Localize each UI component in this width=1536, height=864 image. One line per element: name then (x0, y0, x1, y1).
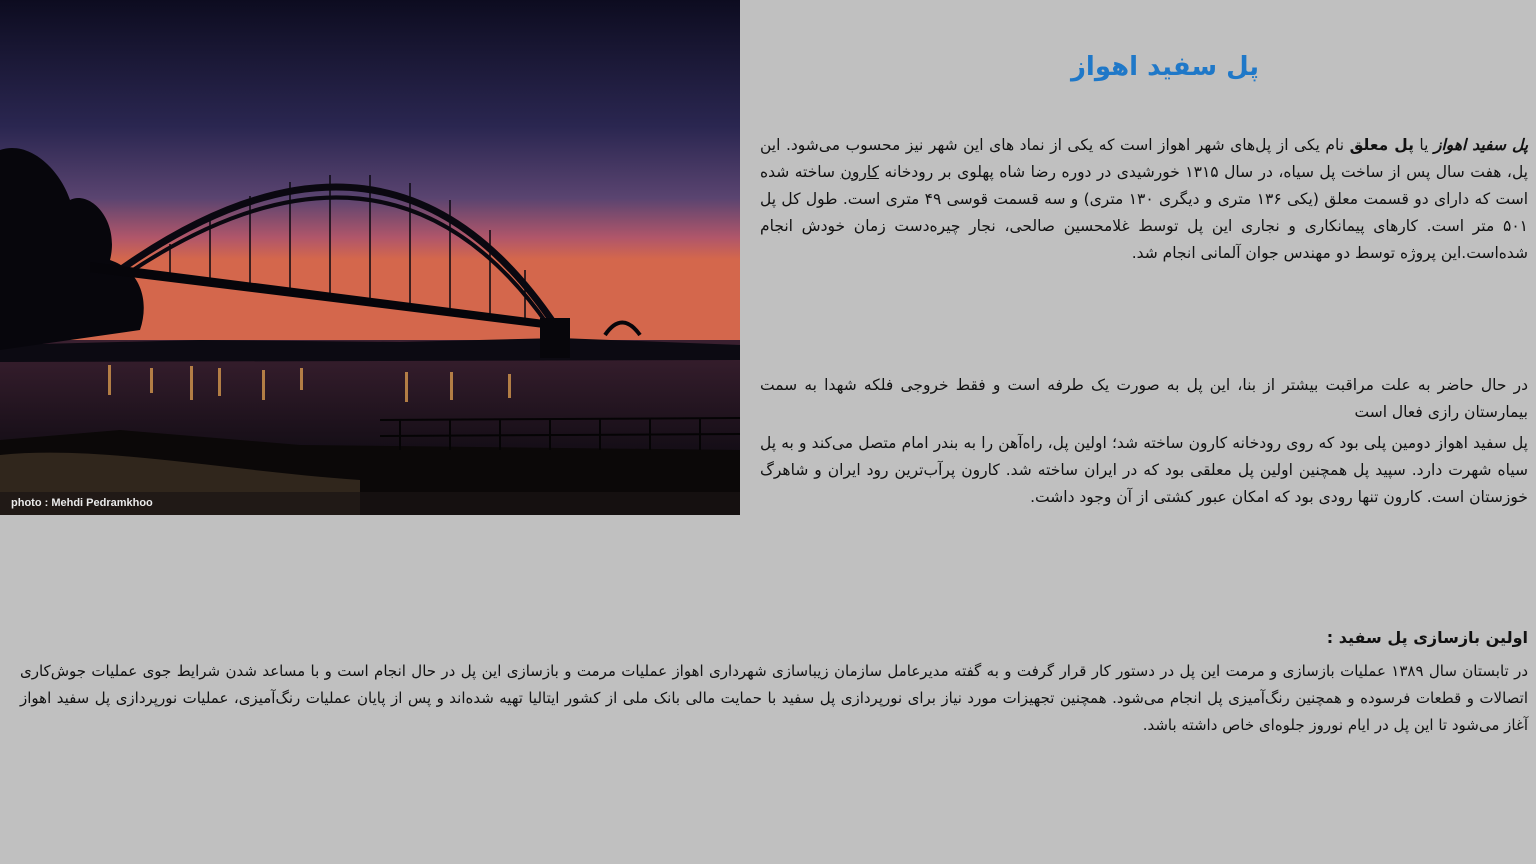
suspension-bridge-term: پل معلق (1349, 136, 1414, 154)
history-paragraph: پل سفید اهواز دومین پلی بود که روی رودخانه کارون ساخته شد؛ اولین پل، راه‌آهن را به بندر امام متصل می‌کند و به پل سیاه شهرت دارد. سپید پل همچنین اولین پل معلقی بود که در ایران ساخته شد. کارون پرآب‌ترین رود ایران و شاهرگ خوزستان است. کارون تنها رودی بود که امکان عبور کشتی از آن وجود داشت. (760, 434, 1528, 506)
photo-credit: photo : Mehdi Pedramkhoo (11, 497, 153, 509)
karun-link[interactable]: کارون (840, 163, 879, 181)
conjunction-text: یا (1413, 136, 1435, 154)
intro-paragraph (760, 132, 1528, 267)
current-status-paragraph: در حال حاضر به علت مراقبت بیشتر از بنا، این پل به صورت یک طرفه است و فقط خروجی فلکه شهدا به سمت بیمارستان رازی فعال است (760, 376, 1528, 421)
page-title: پل سفید اهواز (1070, 52, 1260, 82)
renovation-paragraph: در تابستان سال ۱۳۸۹ عملیات بازسازی و مرمت این پل در دستور کار قرار گرفت و به گفته مدیرعامل سازمان زیباسازی شهرداری اهواز عملیات مرمت و بازسازی این پل در حال انجام است و با مساعد شدن شرایط جوی عملیات جوش‌کاری اتصالات و قطعات فرسوده و همچنین رنگ‌آمیزی پل انجام می‌شود. همچنین تجهیزات مورد نیاز برای نورپردازی پل سفید با حمایت مالی بانک ملی از کشور ایتالیا تهیه شده‌اند و پس از پایان عملیات رنگ‌آمیزی، عملیات نورپردازی پل سفید اهواز آغاز می‌شود تا این پل در ایام نوروز جلوه‌ای خاص داشته باشد. (20, 662, 1528, 734)
intro-text-a: نام یکی از پل‌های شهر اهواز است که یکی از نماد های این شهر نیز محسوب می‌شود. این پل، هفت سال پس از ساخت پل سیاه، در سال ۱۳۱۵ خورشیدی در دوره رضا شاه پهلوی بر رودخانه (760, 136, 1528, 181)
intro-text-b: ساخته شده است که دارای دو قسمت معلق (یکی ۱۳۶ متری و دیگری ۱۳۰ متری) و سه قسمت قوسی ۴۹ متری است. طول کل پل ۵۰۱ متر است. کارهای پیمانکاری و نجاری این پل توسط غلامحسین صالحی، نجار چیره‌دست زمان خودش انجام شده‌است.این پروژه توسط دو مهندس جوان آلمانی انجام شد. (760, 163, 1529, 262)
bridge-photo (0, 0, 740, 515)
bridge-name-term: پل سفید اهواز (1434, 136, 1529, 154)
bridge-photo-illustration (0, 0, 740, 515)
renovation-heading: اولین بازسازی پل سفید : (1326, 628, 1528, 647)
